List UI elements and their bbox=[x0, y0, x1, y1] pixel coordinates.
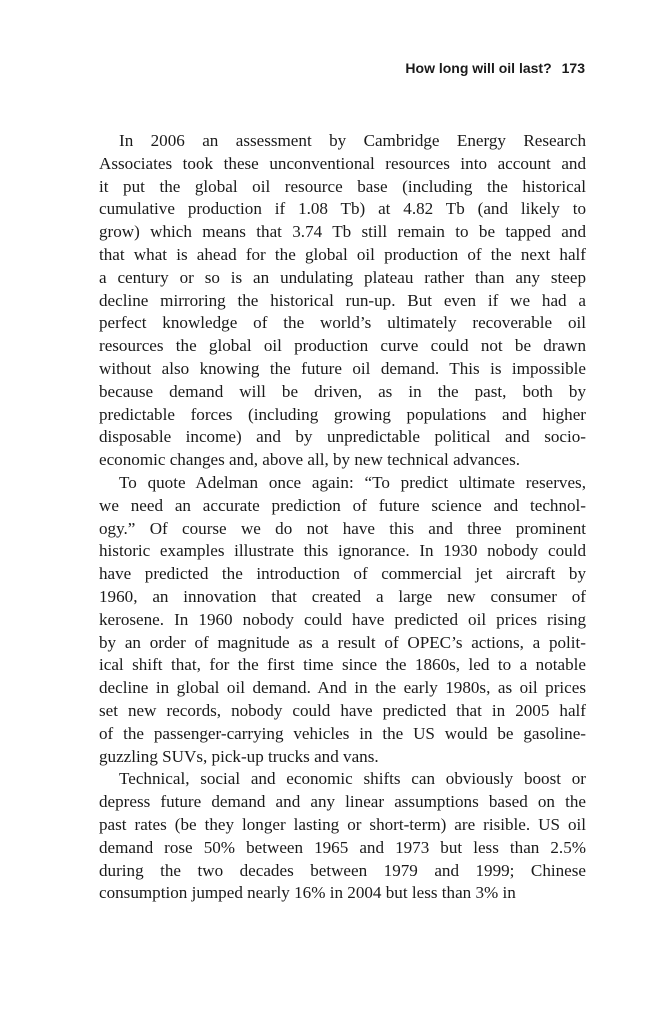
text-line: depress future demand and any linear assumptions based on the bbox=[99, 792, 586, 812]
page-number: 173 bbox=[561, 60, 585, 76]
text-line: demand rose 50% between 1965 and 1973 but less than 2.5% bbox=[99, 837, 586, 857]
body-text bbox=[99, 130, 586, 905]
text-line: guzzling SUVs, pick-up trucks and vans. bbox=[99, 746, 379, 766]
running-title: How long will oil last? bbox=[405, 60, 552, 76]
text-line: by an order of magnitude as a result of OPEC’s actions, a polit- bbox=[99, 632, 586, 652]
text-line: predictable forces (including growing populations and higher bbox=[99, 404, 586, 424]
text-line: ical shift that, for the first time since the 1860s, led to a notable bbox=[99, 655, 586, 675]
text-line: Technical, social and economic shifts can obviously boost or bbox=[119, 769, 586, 789]
paragraph bbox=[99, 130, 586, 472]
text-line: because demand will be driven, as in the past, both by bbox=[99, 381, 586, 401]
text-line: Associates took these unconventional resources into account and bbox=[99, 153, 586, 173]
running-head bbox=[405, 60, 585, 76]
text-line: historic examples illustrate this ignorance. In 1930 nobody could bbox=[99, 541, 586, 561]
text-line: past rates (be they longer lasting or short-term) are risible. US oil bbox=[99, 814, 586, 834]
text-line: of the passenger-carrying vehicles in the US would be gasoline- bbox=[99, 723, 586, 743]
paragraph bbox=[99, 472, 586, 768]
text-line: a century or so is an undulating plateau rather than any steep bbox=[99, 267, 586, 287]
text-line: cumulative production if 1.08 Tb) at 4.82 Tb (and likely to bbox=[99, 199, 586, 219]
text-line: that what is ahead for the global oil production of the next half bbox=[99, 244, 586, 264]
text-line: set new records, nobody could have predicted that in 2005 half bbox=[99, 700, 586, 720]
text-line: it put the global oil resource base (including the historical bbox=[99, 176, 586, 196]
text-line: decline mirroring the historical run-up. But even if we had a bbox=[99, 290, 586, 310]
text-line: resources the global oil production curve could not be drawn bbox=[99, 336, 586, 356]
text-line: economic changes and, above all, by new technical advances. bbox=[99, 450, 520, 470]
text-line: disposable income) and by unpredictable political and socio- bbox=[99, 427, 586, 447]
text-line: have predicted the introduction of commercial jet aircraft by bbox=[99, 564, 586, 584]
text-line: In 2006 an assessment by Cambridge Energy Research bbox=[119, 131, 586, 150]
text-line: kerosene. In 1960 nobody could have predicted oil prices rising bbox=[99, 609, 586, 629]
text-line: during the two decades between 1979 and 1999; Chinese bbox=[99, 860, 586, 880]
text-line: ogy.” Of course we do not have this and three prominent bbox=[99, 518, 586, 538]
text-line: without also knowing the future oil demand. This is impossible bbox=[99, 358, 586, 378]
text-line: consumption jumped nearly 16% in 2004 but less than 3% in bbox=[99, 883, 516, 903]
text-line: perfect knowledge of the world’s ultimately recoverable oil bbox=[99, 313, 586, 333]
text-line: grow) which means that 3.74 Tb still remain to be tapped and bbox=[99, 222, 586, 242]
text-line: we need an accurate prediction of future science and technol- bbox=[99, 495, 586, 515]
text-line: 1960, an innovation that created a large new consumer of bbox=[99, 586, 586, 606]
text-line: To quote Adelman once again: “To predict ultimate reserves, bbox=[119, 472, 586, 492]
text-line: decline in global oil demand. And in the early 1980s, as oil prices bbox=[99, 678, 586, 698]
paragraph bbox=[99, 768, 586, 905]
